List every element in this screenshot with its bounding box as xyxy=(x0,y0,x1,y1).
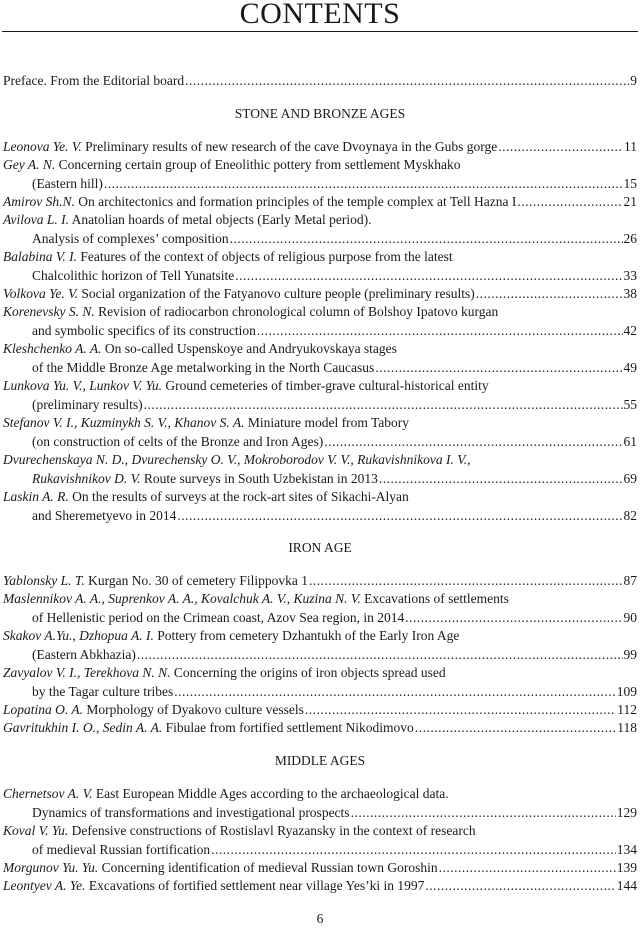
dot-leader xyxy=(425,877,615,895)
entry-authors: Zavyalov V. I., Terekhova N. N. xyxy=(3,665,171,680)
toc-entry[interactable] xyxy=(3,719,637,737)
section-heading-middle-ages: MIDDLE AGES xyxy=(274,753,366,768)
toc-entry-continuation[interactable] xyxy=(32,322,637,340)
dot-leader xyxy=(415,719,616,737)
entry-authors: Balabina V. I. xyxy=(3,249,77,264)
dot-leader xyxy=(174,683,615,701)
dot-leader xyxy=(405,609,622,627)
dot-leader xyxy=(235,267,622,285)
entry-authors: Avilova L. I. xyxy=(3,212,69,227)
page-ref: 61 xyxy=(623,434,637,449)
toc-entry[interactable] xyxy=(3,664,637,682)
entry-authors: Koval V. Yu. xyxy=(3,823,69,838)
page-ref: 129 xyxy=(616,805,637,820)
entry-authors: Volkova Ye. V. xyxy=(3,286,79,301)
dot-leader xyxy=(305,701,616,719)
entry-authors: Leonova Ye. V. xyxy=(3,139,82,154)
entry-title-cont: by the Tagar culture tribes xyxy=(32,684,174,699)
entry-title: Concerning identification of medieval Russian town Goroshin xyxy=(98,860,438,875)
dot-leader xyxy=(230,230,623,248)
entry-title-cont: (on construction of celts of the Bronze and Iron Ages) xyxy=(32,434,324,449)
toc-entry[interactable] xyxy=(3,859,637,877)
dot-leader xyxy=(309,572,623,590)
entry-authors: Laskin A. R. xyxy=(3,489,69,504)
toc-entry-continuation[interactable] xyxy=(32,433,637,451)
toc-entry[interactable] xyxy=(3,785,637,803)
toc-entry-continuation[interactable] xyxy=(32,230,637,248)
entry-title-cont: of medieval Russian fortification xyxy=(32,842,211,857)
page-ref: 21 xyxy=(623,194,637,209)
entry-title-cont: and Sheremetyevo in 2014 xyxy=(32,508,177,523)
toc-entry[interactable] xyxy=(3,156,637,174)
page-ref: 15 xyxy=(623,176,637,191)
entry-title: Excavations of fortified settlement near village Yes’ki in 1997 xyxy=(85,878,425,893)
entry-authors: Maslennikov A. A., Suprenkov A. A., Kovalchuk A. V., Kuzina N. V. xyxy=(3,591,361,606)
page-ref: 55 xyxy=(623,397,637,412)
entry-title: Defensive constructions of Rostislavl Ryazansky in the context of research xyxy=(68,823,476,838)
page-ref: 139 xyxy=(616,860,637,875)
toc-entry-continuation[interactable] xyxy=(32,804,637,822)
toc-entry-continuation[interactable] xyxy=(32,359,637,377)
entry-title: Social organization of the Fatyanovo culture people (preliminary results) xyxy=(78,286,475,301)
toc-entry-continuation[interactable] xyxy=(32,841,637,859)
entry-title: Kurgan No. 30 of cemetery Filippovka 1 xyxy=(84,573,308,588)
page-ref: 99 xyxy=(623,647,637,662)
dot-leader xyxy=(379,470,623,488)
entry-title: Features of the context of objects of religious purpose from the latest xyxy=(77,249,453,264)
page-ref: 112 xyxy=(617,702,637,717)
dot-leader xyxy=(257,322,623,340)
page-ref: 87 xyxy=(623,573,637,588)
toc-entry[interactable] xyxy=(3,877,637,895)
toc-entry[interactable] xyxy=(3,248,637,266)
dot-leader xyxy=(517,193,622,211)
entry-authors: Skakov A.Yu., Dzhopua A. I. xyxy=(3,628,154,643)
entry-title-cont: (preliminary results) xyxy=(32,397,143,412)
entry-authors: Leontyev A. Ye. xyxy=(3,878,86,893)
entry-title: Concerning certain group of Eneolithic pottery from settlement Myskhako xyxy=(55,157,461,172)
page-title: CONTENTS xyxy=(239,0,401,30)
entry-title: Preliminary results of new research of the cave Dvoynaya in the Gubs gorge xyxy=(81,139,498,154)
toc-entry[interactable] xyxy=(3,572,637,590)
entry-title: Revision of radiocarbon chronological column of Bolshoy Ipatovo kurgan xyxy=(94,304,499,319)
entry-title: Pottery from cemetery Dzhantukh of the Early Iron Age xyxy=(153,628,460,643)
entry-authors: Lopatina O. A. xyxy=(3,702,84,717)
entry-title-cont: of Hellenistic period on the Crimean coast, Azov Sea region, in 2014 xyxy=(32,610,405,625)
page-ref: 134 xyxy=(616,842,637,857)
entry-authors: Amirov Sh.N. xyxy=(3,194,75,209)
toc-entry-continuation[interactable] xyxy=(32,507,637,525)
entry-authors: Yablonsky L. T. xyxy=(3,573,85,588)
dot-leader xyxy=(498,138,623,156)
toc-entry-continuation[interactable] xyxy=(32,470,637,488)
toc-entry[interactable] xyxy=(3,701,637,719)
entry-authors: Lunkova Yu. V., Lunkov V. Yu. xyxy=(3,378,163,393)
entry-authors: Chernetsov A. V. xyxy=(3,786,93,801)
toc-entry[interactable] xyxy=(3,340,637,358)
entry-title-cont: Dynamics of transformations and investigational prospects xyxy=(32,805,350,820)
entry-title: Morphology of Dyakovo culture vessels xyxy=(83,702,304,717)
entry-title: On architectonics and formation principles of the temple complex at Tell Hazna I xyxy=(74,194,517,209)
dot-leader xyxy=(439,859,616,877)
page-ref: 26 xyxy=(623,231,637,246)
toc-entry-continuation[interactable] xyxy=(32,609,637,627)
page-ref: 82 xyxy=(623,508,637,523)
page-number: 6 xyxy=(316,911,324,926)
toc-entry-continuation[interactable] xyxy=(32,396,637,414)
dot-leader xyxy=(104,175,623,193)
page-ref: 33 xyxy=(623,268,637,283)
entry-authors: Gey A. N. xyxy=(3,157,56,172)
entry-title: Route surveys in South Uzbekistan in 2013 xyxy=(140,471,378,486)
toc-entry[interactable] xyxy=(3,627,637,645)
entry-title: Anatolian hoards of metal objects (Early Metal period). xyxy=(69,212,372,227)
entry-authors-cont: Rukavishnikov D. V. xyxy=(32,471,141,486)
page-ref: 11 xyxy=(624,139,637,154)
entry-title-cont: Analysis of complexes’ composition xyxy=(32,231,229,246)
page-ref: 118 xyxy=(617,720,637,735)
toc-entry-continuation[interactable] xyxy=(32,267,637,285)
entry-authors: Kleshchenko A. A. xyxy=(3,341,102,356)
entry-title: On so-called Uspenskoye and Andryukovskaya stages xyxy=(101,341,397,356)
toc-entry[interactable] xyxy=(3,488,637,506)
toc-entry-continuation[interactable] xyxy=(32,175,637,193)
page-ref: 38 xyxy=(623,286,637,301)
entry-title: East European Middle Ages according to the archaeological data. xyxy=(92,786,449,801)
page-ref: 90 xyxy=(623,610,637,625)
entry-title: Excavations of settlements xyxy=(360,591,509,606)
section-heading-stone-bronze: STONE AND BRONZE AGES xyxy=(234,106,406,121)
dot-leader xyxy=(144,396,623,414)
entry-authors: Morgunov Yu. Yu. xyxy=(3,860,99,875)
entry-title-cont: and symbolic specifics of its construction xyxy=(32,323,256,338)
entry-title-cont: (Eastern hill) xyxy=(32,176,103,191)
dot-leader xyxy=(211,841,616,859)
toc-entry-continuation[interactable] xyxy=(32,683,637,701)
section-heading-iron-age: IRON AGE xyxy=(288,540,352,555)
title-rule xyxy=(2,31,638,32)
entry-title-cont: (Eastern Abkhazia) xyxy=(32,647,136,662)
toc-entry[interactable] xyxy=(3,193,637,211)
toc-entry[interactable] xyxy=(3,414,637,432)
entry-title: Concerning the origins of iron objects spread used xyxy=(170,665,446,680)
preface-title: Preface. From the Editorial board xyxy=(3,73,185,88)
entry-authors: Korenevsky S. N. xyxy=(3,304,95,319)
entry-authors: Stefanov V. I., Kuzminykh S. V., Khanov S. A. xyxy=(3,415,245,430)
entry-authors: Dvurechenskaya N. D., Dvurechensky O. V., Mokroborodov V. V., Rukavishnikova I. V., xyxy=(3,452,471,467)
toc-entry[interactable] xyxy=(3,138,637,156)
page-ref: 109 xyxy=(616,684,637,699)
toc-entry[interactable] xyxy=(3,451,637,469)
toc-entry-preface[interactable] xyxy=(3,72,637,90)
page-ref: 69 xyxy=(623,471,637,486)
toc-entry[interactable] xyxy=(3,822,637,840)
entry-title: Miniature model from Tabory xyxy=(244,415,410,430)
toc-entry[interactable] xyxy=(3,377,637,395)
page-ref: 144 xyxy=(616,878,637,893)
dot-leader xyxy=(177,507,622,525)
page-ref: 49 xyxy=(623,360,637,375)
entry-title: Fibulae from fortified settlement Nikodimovo xyxy=(162,720,414,735)
toc-entry[interactable] xyxy=(3,211,637,229)
toc-entry[interactable] xyxy=(3,590,637,608)
entry-title: On the results of surveys at the rock-art sites of Sikachi-Alyan xyxy=(68,489,409,504)
entry-title-cont: Chalcolithic horizon of Tell Yunatsite xyxy=(32,268,235,283)
dot-leader xyxy=(476,285,623,303)
dot-leader xyxy=(324,433,622,451)
dot-leader xyxy=(185,72,629,90)
dot-leader xyxy=(137,646,623,664)
toc-entry[interactable] xyxy=(3,285,637,303)
toc-entry[interactable] xyxy=(3,303,637,321)
dot-leader xyxy=(375,359,622,377)
entry-title-cont: of the Middle Bronze Age metalworking in the North Caucasus xyxy=(32,360,375,375)
dot-leader xyxy=(351,804,616,822)
page-ref: 42 xyxy=(623,323,637,338)
entry-title: Ground cemeteries of timber-grave cultural-historical entity xyxy=(162,378,489,393)
toc-entry-continuation[interactable] xyxy=(32,646,637,664)
entry-authors: Gavritukhin I. O., Sedin A. A. xyxy=(3,720,163,735)
page-ref: 9 xyxy=(630,73,637,88)
